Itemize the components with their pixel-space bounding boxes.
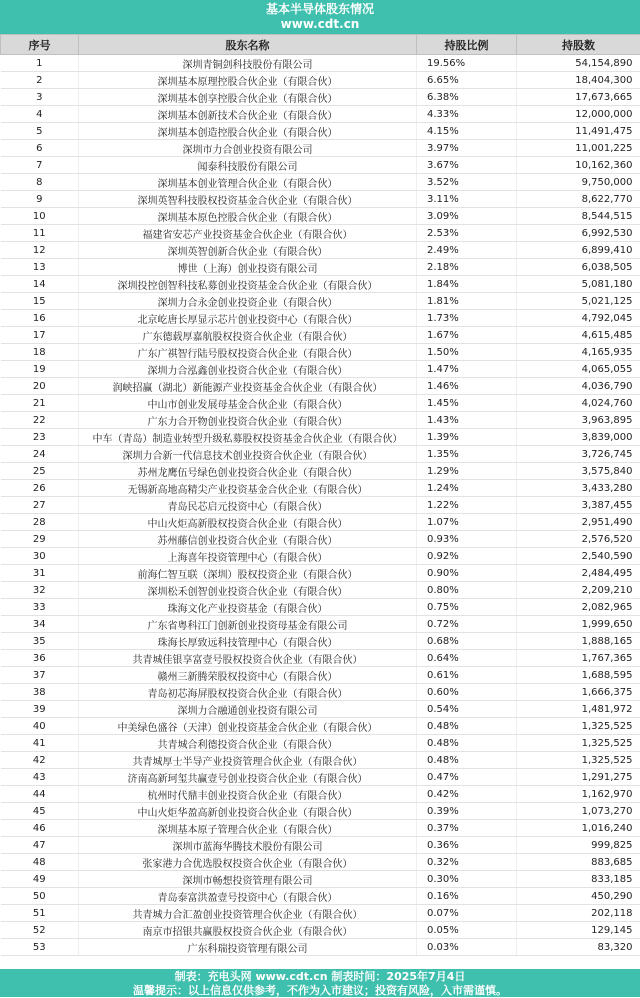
site-url: www.cdt.cn <box>0 17 640 32</box>
holding-ratio: 1.81% <box>417 293 517 310</box>
holding-ratio: 6.65% <box>417 72 517 89</box>
holding-ratio: 0.61% <box>417 667 517 684</box>
shareholder-name: 深圳市蓝海华腾技术股份有限公司 <box>79 837 417 854</box>
row-index: 44 <box>1 786 79 803</box>
table-row <box>1 361 640 378</box>
shareholder-name: 中山市创业发展母基金合伙企业（有限合伙） <box>79 395 417 412</box>
row-index: 37 <box>1 667 79 684</box>
share-count: 3,575,840 <box>517 463 640 480</box>
share-count: 1,666,375 <box>517 684 640 701</box>
shareholder-name: 赣州三新腾荣股权投资中心（有限合伙） <box>79 667 417 684</box>
row-index: 52 <box>1 922 79 939</box>
row-index: 1 <box>1 55 79 72</box>
row-index: 41 <box>1 735 79 752</box>
holding-ratio: 6.38% <box>417 89 517 106</box>
holding-ratio: 4.33% <box>417 106 517 123</box>
share-count: 11,001,225 <box>517 140 640 157</box>
share-count: 2,484,495 <box>517 565 640 582</box>
shareholder-name: 深圳基本创享控股合伙企业（有限合伙） <box>79 89 417 106</box>
shareholder-name: 共青城厚士半导产业投资管理合伙企业（有限合伙） <box>79 752 417 769</box>
shareholder-name: 广东德载厚嘉航股权投资合伙企业（有限合伙） <box>79 327 417 344</box>
shareholder-name: 中山火炬高新股权投资合伙企业（有限合伙） <box>79 514 417 531</box>
share-count: 3,839,000 <box>517 429 640 446</box>
shareholder-name: 深圳力合新一代信息技术创业投资合伙企业（有限合伙） <box>79 446 417 463</box>
row-index: 18 <box>1 344 79 361</box>
share-count: 4,165,935 <box>517 344 640 361</box>
holding-ratio: 1.29% <box>417 463 517 480</box>
holding-ratio: 1.47% <box>417 361 517 378</box>
share-count: 2,951,490 <box>517 514 640 531</box>
share-count: 5,021,125 <box>517 293 640 310</box>
holding-ratio: 0.42% <box>417 786 517 803</box>
table-row <box>1 803 640 820</box>
holding-ratio: 0.48% <box>417 752 517 769</box>
shareholder-name: 深圳基本原色控股合伙企业（有限合伙） <box>79 208 417 225</box>
table-row <box>1 429 640 446</box>
share-count: 18,404,300 <box>517 72 640 89</box>
shareholder-name: 深圳英智科技股权投资基金合伙企业（有限合伙） <box>79 191 417 208</box>
row-index: 15 <box>1 293 79 310</box>
row-index: 29 <box>1 531 79 548</box>
holding-ratio: 1.39% <box>417 429 517 446</box>
shareholder-name: 中美绿色盛谷（天津）创业投资基金合伙企业（有限合伙） <box>79 718 417 735</box>
row-index: 39 <box>1 701 79 718</box>
holding-ratio: 0.07% <box>417 905 517 922</box>
holding-ratio: 1.43% <box>417 412 517 429</box>
row-index: 27 <box>1 497 79 514</box>
table-row <box>1 837 640 854</box>
shareholder-name: 张家港力合优选股权投资合伙企业（有限合伙） <box>79 854 417 871</box>
table-row <box>1 89 640 106</box>
row-index: 23 <box>1 429 79 446</box>
holding-ratio: 0.64% <box>417 650 517 667</box>
table-row <box>1 208 640 225</box>
share-count: 4,036,790 <box>517 378 640 395</box>
row-index: 31 <box>1 565 79 582</box>
row-index: 12 <box>1 242 79 259</box>
shareholder-name: 中山火炬华盈高新创业投资合伙企业（有限合伙） <box>79 803 417 820</box>
share-count: 2,209,210 <box>517 582 640 599</box>
share-count: 11,491,475 <box>517 123 640 140</box>
table-row <box>1 854 640 871</box>
shareholder-name: 广东广祺智行陆号股权投资合伙企业（有限合伙） <box>79 344 417 361</box>
row-index: 40 <box>1 718 79 735</box>
row-index: 21 <box>1 395 79 412</box>
shareholder-name: 共青城力合汇盈创业投资管理合伙企业（有限合伙） <box>79 905 417 922</box>
share-count: 10,162,360 <box>517 157 640 174</box>
holding-ratio: 0.32% <box>417 854 517 871</box>
share-count: 8,544,515 <box>517 208 640 225</box>
share-count: 1,481,972 <box>517 701 640 718</box>
row-index: 19 <box>1 361 79 378</box>
holding-ratio: 0.47% <box>417 769 517 786</box>
shareholder-name: 福建省安芯产业投资基金合伙企业（有限合伙） <box>79 225 417 242</box>
table-row <box>1 446 640 463</box>
shareholder-name: 无锡新高地高精尖产业投资基金合伙企业（有限合伙） <box>79 480 417 497</box>
shareholder-name: 北京屹唐长厚显示芯片创业投资中心（有限合伙） <box>79 310 417 327</box>
row-index: 38 <box>1 684 79 701</box>
row-index: 25 <box>1 463 79 480</box>
table-row <box>1 344 640 361</box>
shareholder-name: 深圳基本创造控股合伙企业（有限合伙） <box>79 123 417 140</box>
table-row <box>1 752 640 769</box>
share-count: 1,073,270 <box>517 803 640 820</box>
share-count: 202,118 <box>517 905 640 922</box>
row-index: 22 <box>1 412 79 429</box>
holding-ratio: 0.03% <box>417 939 517 956</box>
table-row <box>1 820 640 837</box>
table-row <box>1 480 640 497</box>
shareholder-name: 上海喜年投资管理中心（有限合伙） <box>79 548 417 565</box>
share-count: 1,325,525 <box>517 718 640 735</box>
table-row <box>1 140 640 157</box>
holding-ratio: 2.49% <box>417 242 517 259</box>
share-count: 8,622,770 <box>517 191 640 208</box>
holding-ratio: 0.93% <box>417 531 517 548</box>
page-footer <box>0 969 640 997</box>
table-row <box>1 888 640 905</box>
shareholder-name: 闻泰科技股份有限公司 <box>79 157 417 174</box>
row-index: 35 <box>1 633 79 650</box>
table-row <box>1 905 640 922</box>
table-row <box>1 582 640 599</box>
table-row <box>1 922 640 939</box>
table-row <box>1 735 640 752</box>
holding-ratio: 0.39% <box>417 803 517 820</box>
holding-ratio: 3.52% <box>417 174 517 191</box>
share-count: 6,899,410 <box>517 242 640 259</box>
row-index: 36 <box>1 650 79 667</box>
row-index: 4 <box>1 106 79 123</box>
shareholder-name: 中车（青岛）制造业转型升级私募股权投资基金合伙企业（有限合伙） <box>79 429 417 446</box>
table-row <box>1 123 640 140</box>
shareholder-name: 珠海长厚致远科技管理中心（有限合伙） <box>79 633 417 650</box>
table-row <box>1 650 640 667</box>
row-index: 51 <box>1 905 79 922</box>
row-index: 16 <box>1 310 79 327</box>
share-count: 1,291,275 <box>517 769 640 786</box>
holding-ratio: 0.48% <box>417 735 517 752</box>
shareholder-name: 广东科瑞投资管理有限公司 <box>79 939 417 956</box>
share-count: 12,000,000 <box>517 106 640 123</box>
column-header-name: 股东名称 <box>79 35 417 55</box>
holding-ratio: 1.84% <box>417 276 517 293</box>
row-index: 10 <box>1 208 79 225</box>
table-row <box>1 191 640 208</box>
share-count: 54,154,890 <box>517 55 640 72</box>
holding-ratio: 1.46% <box>417 378 517 395</box>
table-row <box>1 769 640 786</box>
shareholder-name: 深圳力合融通创业投资有限公司 <box>79 701 417 718</box>
row-index: 26 <box>1 480 79 497</box>
row-index: 34 <box>1 616 79 633</box>
table-row <box>1 565 640 582</box>
table-row <box>1 259 640 276</box>
share-count: 2,576,520 <box>517 531 640 548</box>
holding-ratio: 2.53% <box>417 225 517 242</box>
table-row <box>1 684 640 701</box>
share-count: 6,992,530 <box>517 225 640 242</box>
share-count: 83,320 <box>517 939 640 956</box>
table-row <box>1 633 640 650</box>
table-row <box>1 225 640 242</box>
holding-ratio: 0.36% <box>417 837 517 854</box>
shareholder-name: 济南高新珂玺共赢壹号创业投资合伙企业（有限合伙） <box>79 769 417 786</box>
column-header-ratio: 持股比例 <box>417 35 517 55</box>
share-count: 6,038,505 <box>517 259 640 276</box>
row-index: 48 <box>1 854 79 871</box>
share-count: 999,825 <box>517 837 640 854</box>
table-row <box>1 378 640 395</box>
share-count: 5,081,180 <box>517 276 640 293</box>
share-count: 129,145 <box>517 922 640 939</box>
shareholder-table <box>0 34 640 956</box>
holding-ratio: 1.24% <box>417 480 517 497</box>
shareholder-name: 珠海文化产业投资基金（有限合伙） <box>79 599 417 616</box>
holding-ratio: 0.75% <box>417 599 517 616</box>
holding-ratio: 0.72% <box>417 616 517 633</box>
holding-ratio: 1.07% <box>417 514 517 531</box>
table-row <box>1 106 640 123</box>
table-row <box>1 327 640 344</box>
table-row <box>1 463 640 480</box>
share-count: 17,673,665 <box>517 89 640 106</box>
share-count: 9,750,000 <box>517 174 640 191</box>
shareholder-name: 博世（上海）创业投资有限公司 <box>79 259 417 276</box>
share-count: 833,185 <box>517 871 640 888</box>
holding-ratio: 0.37% <box>417 820 517 837</box>
holding-ratio: 3.97% <box>417 140 517 157</box>
holding-ratio: 0.80% <box>417 582 517 599</box>
row-index: 43 <box>1 769 79 786</box>
page-header <box>0 0 640 34</box>
holding-ratio: 1.22% <box>417 497 517 514</box>
shareholder-name: 深圳市畅想投资管理有限公司 <box>79 871 417 888</box>
table-row <box>1 55 640 72</box>
column-header-index: 序号 <box>1 35 79 55</box>
row-index: 9 <box>1 191 79 208</box>
share-count: 883,685 <box>517 854 640 871</box>
row-index: 28 <box>1 514 79 531</box>
share-count: 2,540,590 <box>517 548 640 565</box>
table-row <box>1 718 640 735</box>
shareholder-name: 南京市招银共赢股权投资合伙企业（有限合伙） <box>79 922 417 939</box>
row-index: 45 <box>1 803 79 820</box>
holding-ratio: 0.54% <box>417 701 517 718</box>
shareholder-name: 杭州时代鼎丰创业投资合伙企业（有限合伙） <box>79 786 417 803</box>
shareholder-name: 共青城合利德投资合伙企业（有限合伙） <box>79 735 417 752</box>
holding-ratio: 4.15% <box>417 123 517 140</box>
holding-ratio: 0.05% <box>417 922 517 939</box>
row-index: 13 <box>1 259 79 276</box>
holding-ratio: 19.56% <box>417 55 517 72</box>
share-count: 1,162,970 <box>517 786 640 803</box>
table-row <box>1 293 640 310</box>
table-row <box>1 871 640 888</box>
holding-ratio: 1.73% <box>417 310 517 327</box>
table-row <box>1 395 640 412</box>
share-count: 1,688,595 <box>517 667 640 684</box>
table-row <box>1 412 640 429</box>
table-row <box>1 174 640 191</box>
row-index: 11 <box>1 225 79 242</box>
shareholder-name: 苏州藤信创业投资合伙企业（有限合伙） <box>79 531 417 548</box>
row-index: 8 <box>1 174 79 191</box>
table-row <box>1 548 640 565</box>
row-index: 20 <box>1 378 79 395</box>
table-header-row <box>1 35 640 55</box>
table-row <box>1 310 640 327</box>
row-index: 33 <box>1 599 79 616</box>
shareholder-name: 共青城佳银享富壹号股权投资合伙企业（有限合伙） <box>79 650 417 667</box>
holding-ratio: 1.50% <box>417 344 517 361</box>
shareholder-name: 深圳力合泓鑫创业投资合伙企业（有限合伙） <box>79 361 417 378</box>
holding-ratio: 0.90% <box>417 565 517 582</box>
holding-ratio: 0.60% <box>417 684 517 701</box>
row-index: 24 <box>1 446 79 463</box>
shareholder-name: 深圳英智创新合伙企业（有限合伙） <box>79 242 417 259</box>
shareholder-name: 深圳投控创智科技私募创业投资基金合伙企业（有限合伙） <box>79 276 417 293</box>
shareholder-name: 深圳基本原子管理合伙企业（有限合伙） <box>79 820 417 837</box>
share-count: 1,325,525 <box>517 752 640 769</box>
shareholder-name: 苏州龙鹰伍号绿色创业投资合伙企业（有限合伙） <box>79 463 417 480</box>
shareholder-name: 前海仁智互联（深圳）股权投资企业（有限合伙） <box>79 565 417 582</box>
share-count: 450,290 <box>517 888 640 905</box>
column-header-shares: 持股数 <box>517 35 640 55</box>
row-index: 47 <box>1 837 79 854</box>
share-count: 2,082,965 <box>517 599 640 616</box>
share-count: 1,888,165 <box>517 633 640 650</box>
row-index: 5 <box>1 123 79 140</box>
row-index: 17 <box>1 327 79 344</box>
holding-ratio: 1.67% <box>417 327 517 344</box>
page-title: 基本半导体股东情况 <box>0 2 640 17</box>
holding-ratio: 0.30% <box>417 871 517 888</box>
table-row <box>1 667 640 684</box>
row-index: 14 <box>1 276 79 293</box>
share-count: 4,792,045 <box>517 310 640 327</box>
shareholder-name: 青岛民芯启元投资中心（有限合伙） <box>79 497 417 514</box>
table-row <box>1 157 640 174</box>
share-count: 3,963,895 <box>517 412 640 429</box>
shareholder-name: 深圳市力合创业投资有限公司 <box>79 140 417 157</box>
footer-credit: 制表：充电头网 www.cdt.cn 制表时间：2025年7月4日 <box>0 970 640 984</box>
share-count: 4,024,760 <box>517 395 640 412</box>
holding-ratio: 3.11% <box>417 191 517 208</box>
shareholder-name: 深圳青铜剑科技股份有限公司 <box>79 55 417 72</box>
table-row <box>1 497 640 514</box>
shareholder-name: 深圳基本原理控股合伙企业（有限合伙） <box>79 72 417 89</box>
holding-ratio: 0.68% <box>417 633 517 650</box>
holding-ratio: 3.67% <box>417 157 517 174</box>
holding-ratio: 2.18% <box>417 259 517 276</box>
table-row <box>1 276 640 293</box>
row-index: 49 <box>1 871 79 888</box>
row-index: 46 <box>1 820 79 837</box>
share-count: 3,433,280 <box>517 480 640 497</box>
table-row <box>1 242 640 259</box>
shareholder-name: 广东力合开物创业投资合伙企业（有限合伙） <box>79 412 417 429</box>
share-count: 4,615,485 <box>517 327 640 344</box>
table-row <box>1 939 640 956</box>
row-index: 30 <box>1 548 79 565</box>
shareholder-name: 深圳基本创业管理合伙企业（有限合伙） <box>79 174 417 191</box>
row-index: 2 <box>1 72 79 89</box>
share-count: 4,065,055 <box>517 361 640 378</box>
row-index: 3 <box>1 89 79 106</box>
table-row <box>1 72 640 89</box>
row-index: 50 <box>1 888 79 905</box>
share-count: 3,726,745 <box>517 446 640 463</box>
holding-ratio: 0.16% <box>417 888 517 905</box>
row-index: 7 <box>1 157 79 174</box>
table-row <box>1 531 640 548</box>
shareholder-name: 深圳力合永金创业投资企业（有限合伙） <box>79 293 417 310</box>
table-row <box>1 514 640 531</box>
shareholder-name: 青岛初芯海屏股权投资合伙企业（有限合伙） <box>79 684 417 701</box>
shareholder-name: 润峡招赢（湖北）新能源产业投资基金合伙企业（有限合伙） <box>79 378 417 395</box>
holding-ratio: 1.35% <box>417 446 517 463</box>
share-count: 1,999,650 <box>517 616 640 633</box>
shareholder-name: 深圳松禾创智创业投资合伙企业（有限合伙） <box>79 582 417 599</box>
shareholder-name: 深圳基本创新技术合伙企业（有限合伙） <box>79 106 417 123</box>
holding-ratio: 1.45% <box>417 395 517 412</box>
footer-disclaimer: 温馨提示：以上信息仅供参考，不作为入市建议；投资有风险，入市需谨慎。 <box>0 984 640 998</box>
holding-ratio: 3.09% <box>417 208 517 225</box>
shareholder-name: 青岛泰富洪盈壹号投资中心（有限合伙） <box>79 888 417 905</box>
table-row <box>1 599 640 616</box>
share-count: 3,387,455 <box>517 497 640 514</box>
row-index: 53 <box>1 939 79 956</box>
share-count: 1,016,240 <box>517 820 640 837</box>
table-row <box>1 616 640 633</box>
share-count: 1,325,525 <box>517 735 640 752</box>
holding-ratio: 0.48% <box>417 718 517 735</box>
share-count: 1,767,365 <box>517 650 640 667</box>
table-row <box>1 786 640 803</box>
table-row <box>1 701 640 718</box>
row-index: 6 <box>1 140 79 157</box>
holding-ratio: 0.92% <box>417 548 517 565</box>
row-index: 32 <box>1 582 79 599</box>
shareholder-name: 广东省粤科江门创新创业投资母基金有限公司 <box>79 616 417 633</box>
row-index: 42 <box>1 752 79 769</box>
